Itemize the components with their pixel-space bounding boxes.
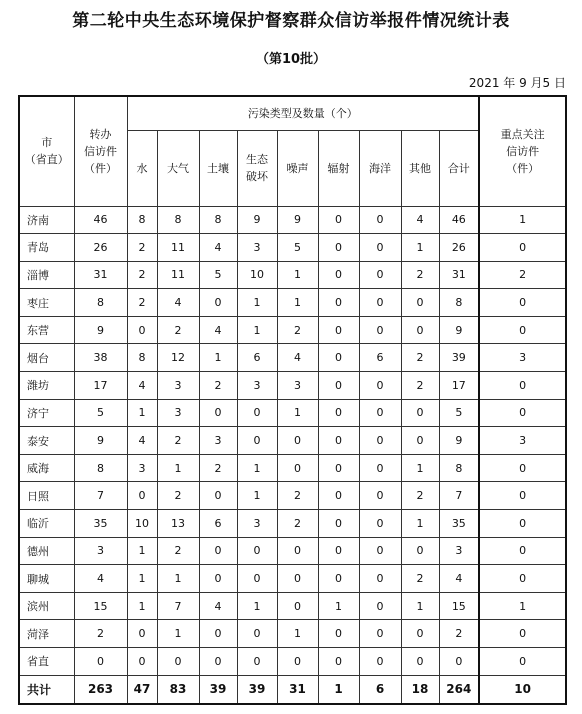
cell-soil: 4: [199, 592, 237, 620]
cell-noise: 9: [277, 206, 318, 234]
cell-eco: 0: [237, 399, 277, 427]
cell-total: 31: [439, 261, 479, 289]
cell-radiation: 0: [318, 289, 359, 317]
header-city-line1: 市: [41, 136, 53, 150]
table-row: [19, 510, 566, 538]
cell-air: 2: [157, 427, 199, 455]
cell-water: 4: [127, 372, 157, 400]
cell-radiation: 0: [318, 206, 359, 234]
cell-key: 3: [479, 427, 566, 455]
header-type-water: 水: [127, 130, 157, 206]
cell-eco: 6: [237, 344, 277, 372]
cell-other: 0: [401, 427, 439, 455]
cell-total: 3: [439, 537, 479, 565]
cell-radiation: 0: [318, 565, 359, 593]
cell-noise: 5: [277, 234, 318, 262]
cell-ocean: 0: [359, 206, 401, 234]
cell-ocean: 0: [359, 592, 401, 620]
cell-ocean: 0: [359, 399, 401, 427]
cell-eco: 1: [237, 289, 277, 317]
cell-total: 9: [439, 316, 479, 344]
cell-other: 1: [401, 592, 439, 620]
cell-forwarded: 8: [74, 454, 127, 482]
cell-city: 共计: [19, 675, 74, 704]
cell-forwarded: 9: [74, 427, 127, 455]
cell-air: 4: [157, 289, 199, 317]
cell-city: 威海: [19, 454, 74, 482]
cell-soil: 8: [199, 206, 237, 234]
cell-eco: 0: [237, 648, 277, 676]
cell-eco: 3: [237, 234, 277, 262]
cell-air: 3: [157, 399, 199, 427]
cell-air: 2: [157, 482, 199, 510]
cell-total: 2: [439, 620, 479, 648]
cell-radiation: 0: [318, 510, 359, 538]
header-type-total: 合计: [439, 130, 479, 206]
cell-city: 枣庄: [19, 289, 74, 317]
cell-soil: 0: [199, 289, 237, 317]
cell-eco: 39: [237, 675, 277, 704]
cell-forwarded: 3: [74, 537, 127, 565]
cell-forwarded: 15: [74, 592, 127, 620]
cell-forwarded: 0: [74, 648, 127, 676]
cell-water: 2: [127, 234, 157, 262]
cell-other: 0: [401, 620, 439, 648]
cell-radiation: 0: [318, 234, 359, 262]
cell-air: 1: [157, 565, 199, 593]
cell-noise: 3: [277, 372, 318, 400]
cell-radiation: 0: [318, 454, 359, 482]
cell-city: 滨州: [19, 592, 74, 620]
cell-city: 济宁: [19, 399, 74, 427]
cell-noise: 4: [277, 344, 318, 372]
table-row: [19, 289, 566, 317]
cell-eco: 1: [237, 454, 277, 482]
cell-air: 1: [157, 620, 199, 648]
header-key-line1: 重点关注: [500, 127, 545, 141]
cell-noise: 1: [277, 289, 318, 317]
table-row: [19, 372, 566, 400]
header-city: [19, 96, 74, 206]
table-row: [19, 344, 566, 372]
cell-key: 0: [479, 316, 566, 344]
table-row: [19, 206, 566, 234]
cell-other: 2: [401, 565, 439, 593]
cell-air: 2: [157, 316, 199, 344]
cell-radiation: 1: [318, 675, 359, 704]
cell-soil: 0: [199, 648, 237, 676]
page-title: 第二轮中央生态环境保护督察群众信访举报件情况统计表: [72, 11, 510, 31]
cell-ocean: 0: [359, 372, 401, 400]
cell-eco: 3: [237, 372, 277, 400]
cell-eco: 1: [237, 482, 277, 510]
table-row: [19, 234, 566, 262]
table-row: [19, 592, 566, 620]
cell-noise: 1: [277, 620, 318, 648]
cell-water: 0: [127, 482, 157, 510]
cell-other: 2: [401, 261, 439, 289]
cell-noise: 31: [277, 675, 318, 704]
cell-soil: 0: [199, 620, 237, 648]
cell-other: 2: [401, 372, 439, 400]
header-type-noise: 噪声: [277, 130, 318, 206]
cell-ocean: 0: [359, 510, 401, 538]
cell-forwarded: 8: [74, 289, 127, 317]
cell-water: 8: [127, 206, 157, 234]
cell-water: 4: [127, 427, 157, 455]
cell-air: 2: [157, 537, 199, 565]
cell-soil: 0: [199, 399, 237, 427]
cell-radiation: 0: [318, 261, 359, 289]
cell-water: 1: [127, 592, 157, 620]
cell-forwarded: 7: [74, 482, 127, 510]
cell-other: 0: [401, 399, 439, 427]
cell-key: 0: [479, 565, 566, 593]
cell-ocean: 0: [359, 648, 401, 676]
header-type-radiation: 辐射: [318, 130, 359, 206]
cell-eco: 1: [237, 592, 277, 620]
cell-water: 3: [127, 454, 157, 482]
cell-soil: 4: [199, 234, 237, 262]
header-forwarded-line3: （件）: [84, 161, 117, 175]
table-row: [19, 454, 566, 482]
cell-city: 德州: [19, 537, 74, 565]
cell-noise: 0: [277, 427, 318, 455]
report-date: 2021 年 9 月5 日: [468, 76, 566, 90]
cell-ocean: 0: [359, 482, 401, 510]
cell-noise: 2: [277, 510, 318, 538]
header-type-other: 其他: [401, 130, 439, 206]
cell-total: 4: [439, 565, 479, 593]
cell-total: 8: [439, 454, 479, 482]
cell-water: 8: [127, 344, 157, 372]
cell-air: 11: [157, 261, 199, 289]
cell-total: 0: [439, 648, 479, 676]
cell-forwarded: 263: [74, 675, 127, 704]
cell-soil: 6: [199, 510, 237, 538]
cell-water: 10: [127, 510, 157, 538]
cell-radiation: 0: [318, 482, 359, 510]
cell-ocean: 0: [359, 537, 401, 565]
cell-key: 0: [479, 454, 566, 482]
header-type-air: 大气: [157, 130, 199, 206]
cell-noise: 2: [277, 316, 318, 344]
cell-key: 0: [479, 482, 566, 510]
cell-city: 日照: [19, 482, 74, 510]
cell-noise: 0: [277, 648, 318, 676]
cell-ocean: 0: [359, 427, 401, 455]
cell-total: 39: [439, 344, 479, 372]
cell-city: 东营: [19, 316, 74, 344]
cell-total: 9: [439, 427, 479, 455]
cell-key: 1: [479, 206, 566, 234]
cell-radiation: 1: [318, 592, 359, 620]
table-row: [19, 399, 566, 427]
cell-soil: 0: [199, 537, 237, 565]
cell-eco: 0: [237, 565, 277, 593]
cell-city: 泰安: [19, 427, 74, 455]
cell-air: 7: [157, 592, 199, 620]
cell-city: 聊城: [19, 565, 74, 593]
cell-key: 0: [479, 537, 566, 565]
cell-noise: 0: [277, 592, 318, 620]
cell-eco: 3: [237, 510, 277, 538]
cell-city: 省直: [19, 648, 74, 676]
cell-radiation: 0: [318, 537, 359, 565]
cell-soil: 0: [199, 482, 237, 510]
table-row: [19, 482, 566, 510]
cell-total: 5: [439, 399, 479, 427]
statistics-table: [18, 95, 567, 705]
header-key-line3: （件）: [506, 161, 540, 175]
table-body: [19, 206, 566, 704]
cell-forwarded: 5: [74, 399, 127, 427]
table-row: [19, 565, 566, 593]
cell-other: 1: [401, 454, 439, 482]
cell-air: 8: [157, 206, 199, 234]
cell-eco: 0: [237, 620, 277, 648]
cell-soil: 39: [199, 675, 237, 704]
cell-soil: 0: [199, 565, 237, 593]
cell-key: 1: [479, 592, 566, 620]
cell-water: 1: [127, 537, 157, 565]
cell-air: 12: [157, 344, 199, 372]
cell-key: 0: [479, 648, 566, 676]
header-forwarded-line1: 转办: [89, 127, 112, 141]
cell-total: 46: [439, 206, 479, 234]
cell-total: 35: [439, 510, 479, 538]
cell-soil: 3: [199, 427, 237, 455]
cell-water: 2: [127, 289, 157, 317]
cell-other: 0: [401, 537, 439, 565]
cell-ocean: 0: [359, 289, 401, 317]
cell-forwarded: 46: [74, 206, 127, 234]
table-row: [19, 620, 566, 648]
cell-key: 0: [479, 620, 566, 648]
cell-key: 0: [479, 372, 566, 400]
cell-water: 1: [127, 399, 157, 427]
cell-air: 13: [157, 510, 199, 538]
cell-radiation: 0: [318, 372, 359, 400]
cell-ocean: 0: [359, 620, 401, 648]
table-row: [19, 427, 566, 455]
cell-forwarded: 2: [74, 620, 127, 648]
cell-air: 1: [157, 454, 199, 482]
cell-forwarded: 26: [74, 234, 127, 262]
cell-city: 济南: [19, 206, 74, 234]
cell-water: 0: [127, 620, 157, 648]
cell-eco: 10: [237, 261, 277, 289]
cell-ocean: 0: [359, 454, 401, 482]
cell-ocean: 6: [359, 675, 401, 704]
cell-city: 淄博: [19, 261, 74, 289]
cell-other: 18: [401, 675, 439, 704]
cell-forwarded: 38: [74, 344, 127, 372]
cell-key: 0: [479, 399, 566, 427]
cell-city: 潍坊: [19, 372, 74, 400]
cell-ocean: 6: [359, 344, 401, 372]
total-row: [19, 675, 566, 704]
cell-eco: 0: [237, 537, 277, 565]
cell-key: 0: [479, 510, 566, 538]
cell-soil: 1: [199, 344, 237, 372]
cell-radiation: 0: [318, 344, 359, 372]
cell-forwarded: 17: [74, 372, 127, 400]
cell-water: 0: [127, 316, 157, 344]
cell-other: 0: [401, 648, 439, 676]
cell-total: 7: [439, 482, 479, 510]
header-forwarded-line2: 信访件: [84, 144, 117, 158]
cell-eco: 9: [237, 206, 277, 234]
cell-total: 26: [439, 234, 479, 262]
cell-water: 1: [127, 565, 157, 593]
cell-noise: 0: [277, 454, 318, 482]
cell-key: 3: [479, 344, 566, 372]
cell-total: 17: [439, 372, 479, 400]
table-row: [19, 316, 566, 344]
cell-radiation: 0: [318, 620, 359, 648]
cell-other: 0: [401, 289, 439, 317]
table-row: [19, 261, 566, 289]
cell-ocean: 0: [359, 565, 401, 593]
cell-other: 0: [401, 316, 439, 344]
cell-forwarded: 31: [74, 261, 127, 289]
header-city-line2: （省直）: [24, 153, 69, 167]
cell-ocean: 0: [359, 261, 401, 289]
header-key-line2: 信访件: [506, 144, 540, 158]
header-type-soil: 土壤: [199, 130, 237, 206]
table-row: [19, 648, 566, 676]
cell-city: 烟台: [19, 344, 74, 372]
cell-other: 1: [401, 510, 439, 538]
cell-forwarded: 4: [74, 565, 127, 593]
cell-radiation: 0: [318, 316, 359, 344]
header-key-focus: [479, 96, 566, 206]
cell-air: 0: [157, 648, 199, 676]
cell-radiation: 0: [318, 399, 359, 427]
cell-noise: 1: [277, 399, 318, 427]
cell-city: 青岛: [19, 234, 74, 262]
cell-soil: 5: [199, 261, 237, 289]
header-forwarded: [74, 96, 127, 206]
header-type-eco: 生态 破坏: [237, 130, 277, 206]
cell-noise: 2: [277, 482, 318, 510]
table-row: [19, 537, 566, 565]
cell-air: 11: [157, 234, 199, 262]
cell-city: 临沂: [19, 510, 74, 538]
cell-air: 3: [157, 372, 199, 400]
cell-other: 2: [401, 344, 439, 372]
cell-air: 83: [157, 675, 199, 704]
cell-other: 1: [401, 234, 439, 262]
cell-key: 10: [479, 675, 566, 704]
cell-other: 4: [401, 206, 439, 234]
cell-city: 菏泽: [19, 620, 74, 648]
cell-noise: 0: [277, 537, 318, 565]
cell-noise: 1: [277, 261, 318, 289]
cell-key: 2: [479, 261, 566, 289]
cell-key: 0: [479, 234, 566, 262]
cell-ocean: 0: [359, 234, 401, 262]
cell-total: 15: [439, 592, 479, 620]
cell-radiation: 0: [318, 427, 359, 455]
cell-water: 2: [127, 261, 157, 289]
cell-eco: 0: [237, 427, 277, 455]
cell-soil: 4: [199, 316, 237, 344]
cell-total: 264: [439, 675, 479, 704]
cell-forwarded: 9: [74, 316, 127, 344]
cell-ocean: 0: [359, 316, 401, 344]
cell-forwarded: 35: [74, 510, 127, 538]
batch-subtitle: （第10批）: [255, 52, 327, 67]
header-type-ocean: 海洋: [359, 130, 401, 206]
cell-noise: 0: [277, 565, 318, 593]
cell-soil: 2: [199, 372, 237, 400]
cell-eco: 1: [237, 316, 277, 344]
cell-total: 8: [439, 289, 479, 317]
cell-water: 47: [127, 675, 157, 704]
cell-key: 0: [479, 289, 566, 317]
cell-other: 2: [401, 482, 439, 510]
header-pollution-group: 污染类型及数量（个）: [127, 96, 479, 130]
cell-soil: 2: [199, 454, 237, 482]
cell-water: 0: [127, 648, 157, 676]
cell-radiation: 0: [318, 648, 359, 676]
